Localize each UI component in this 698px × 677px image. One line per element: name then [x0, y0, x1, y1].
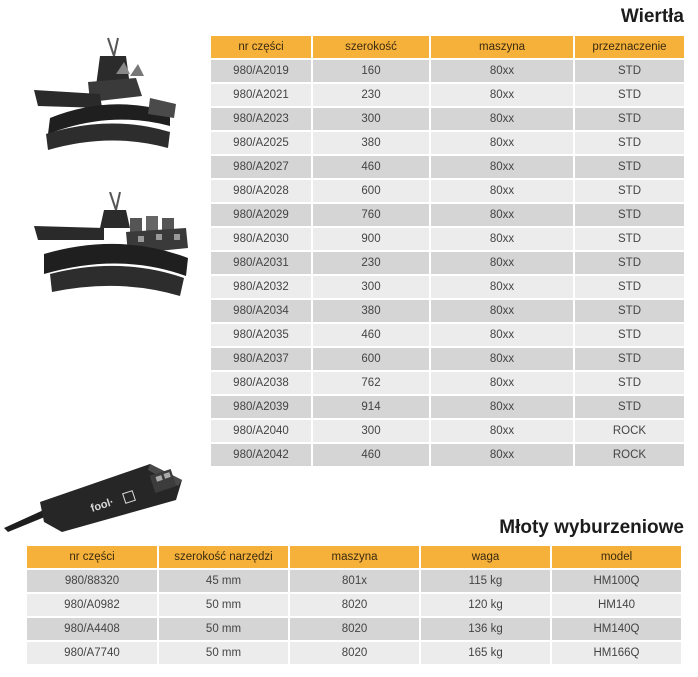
table-cell: 80xx: [430, 59, 574, 83]
table-cell: 900: [312, 227, 430, 251]
table-cell: STD: [574, 203, 684, 227]
column-header-width: szerokość: [312, 36, 430, 59]
table-cell: 80xx: [430, 395, 574, 419]
table-cell: HM100Q: [551, 569, 681, 593]
table-row: [27, 641, 681, 664]
column-header-machine: maszyna: [430, 36, 574, 59]
table-row: [211, 107, 684, 131]
table-cell: STD: [574, 251, 684, 275]
breaker-hammer-image: [0, 456, 190, 536]
table-cell: STD: [574, 107, 684, 131]
table-cell: 460: [312, 155, 430, 179]
table-cell: STD: [574, 155, 684, 179]
table-cell: 300: [312, 419, 430, 443]
auger-drill-image-small: [30, 34, 180, 159]
table-cell: 80xx: [430, 83, 574, 107]
table-cell: HM140: [551, 593, 681, 617]
table-cell: 980/A2040: [211, 419, 312, 443]
table-cell: STD: [574, 323, 684, 347]
table-cell: 80xx: [430, 299, 574, 323]
table-cell: 980/A2034: [211, 299, 312, 323]
column-header-purpose: przeznaczenie: [574, 36, 684, 59]
table-cell: 80xx: [430, 155, 574, 179]
table-cell: 980/A2038: [211, 371, 312, 395]
table-cell: 980/A2042: [211, 443, 312, 466]
table-cell: 80xx: [430, 347, 574, 371]
table-cell: 980/A2035: [211, 323, 312, 347]
table-cell: 300: [312, 275, 430, 299]
svg-text:fool·: fool·: [89, 496, 116, 515]
table-cell: 45 mm: [158, 569, 289, 593]
table-cell: STD: [574, 275, 684, 299]
table-cell: 980/A2019: [211, 59, 312, 83]
column-header-weight: waga: [420, 546, 551, 569]
table-cell: STD: [574, 179, 684, 203]
drills-table: [211, 36, 684, 466]
table-cell: 80xx: [430, 275, 574, 299]
table-row: [211, 443, 684, 466]
table-cell: 460: [312, 323, 430, 347]
table-cell: STD: [574, 299, 684, 323]
table-cell: 8020: [289, 641, 420, 664]
table-row: [211, 395, 684, 419]
table-cell: 80xx: [430, 443, 574, 466]
table-cell: 80xx: [430, 107, 574, 131]
table-cell: 980/A2032: [211, 275, 312, 299]
table-row: [211, 251, 684, 275]
table-row: [211, 83, 684, 107]
table-cell: 300: [312, 107, 430, 131]
table-cell: 80xx: [430, 203, 574, 227]
table-cell: 914: [312, 395, 430, 419]
table-cell: 980/A2021: [211, 83, 312, 107]
table-header-row: [27, 546, 681, 569]
table-row: [211, 371, 684, 395]
table-cell: 50 mm: [158, 641, 289, 664]
table-cell: 80xx: [430, 179, 574, 203]
table-cell: STD: [574, 83, 684, 107]
table-cell: 980/A2027: [211, 155, 312, 179]
column-header-part-number: nr części: [27, 546, 158, 569]
table-cell: 762: [312, 371, 430, 395]
table-cell: 165 kg: [420, 641, 551, 664]
table-cell: 980/A4408: [27, 617, 158, 641]
table-cell: 50 mm: [158, 593, 289, 617]
table-row: [211, 203, 684, 227]
table-header-row: [211, 36, 684, 59]
table-cell: 980/A2039: [211, 395, 312, 419]
table-cell: 980/88320: [27, 569, 158, 593]
table-cell: STD: [574, 347, 684, 371]
table-cell: 160: [312, 59, 430, 83]
table-row: [27, 593, 681, 617]
table-cell: 760: [312, 203, 430, 227]
table-cell: 380: [312, 299, 430, 323]
table-cell: 980/A2037: [211, 347, 312, 371]
table-row: [211, 227, 684, 251]
table-cell: 50 mm: [158, 617, 289, 641]
table-cell: 80xx: [430, 371, 574, 395]
table-row: [211, 155, 684, 179]
table-cell: STD: [574, 395, 684, 419]
column-header-part-number: nr części: [211, 36, 312, 59]
table-cell: 8020: [289, 617, 420, 641]
table-cell: 80xx: [430, 323, 574, 347]
table-cell: 980/A2025: [211, 131, 312, 155]
table-row: [211, 59, 684, 83]
table-cell: 801x: [289, 569, 420, 593]
table-row: [27, 617, 681, 641]
table-cell: 980/A7740: [27, 641, 158, 664]
table-cell: 980/A2029: [211, 203, 312, 227]
table-cell: 600: [312, 179, 430, 203]
table-cell: 980/A2023: [211, 107, 312, 131]
table-cell: 115 kg: [420, 569, 551, 593]
table-cell: STD: [574, 371, 684, 395]
table-cell: ROCK: [574, 443, 684, 466]
column-header-model: model: [551, 546, 681, 569]
table-row: [211, 323, 684, 347]
table-cell: 980/A2030: [211, 227, 312, 251]
auger-drill-image-large: [30, 192, 190, 302]
table-cell: 80xx: [430, 131, 574, 155]
table-cell: 460: [312, 443, 430, 466]
table-cell: 136 kg: [420, 617, 551, 641]
table-cell: HM140Q: [551, 617, 681, 641]
table-cell: 80xx: [430, 419, 574, 443]
table-cell: 380: [312, 131, 430, 155]
table-row: [211, 347, 684, 371]
table-cell: STD: [574, 131, 684, 155]
breakers-table: [27, 546, 681, 664]
table-cell: 80xx: [430, 251, 574, 275]
table-cell: 120 kg: [420, 593, 551, 617]
table-row: [211, 275, 684, 299]
table-row: [211, 419, 684, 443]
table-cell: STD: [574, 227, 684, 251]
table-cell: 980/A2031: [211, 251, 312, 275]
column-header-machine: maszyna: [289, 546, 420, 569]
table-cell: STD: [574, 59, 684, 83]
breakers-section-title: Młoty wyburzeniowe: [499, 517, 684, 538]
drills-section-title: Wiertła: [620, 6, 684, 27]
table-cell: 8020: [289, 593, 420, 617]
table-cell: 980/A2028: [211, 179, 312, 203]
table-row: [211, 179, 684, 203]
table-cell: 230: [312, 251, 430, 275]
table-row: [27, 569, 681, 593]
table-cell: 600: [312, 347, 430, 371]
table-cell: ROCK: [574, 419, 684, 443]
table-row: [211, 299, 684, 323]
column-header-tool-width: szerokość narzędzi: [158, 546, 289, 569]
table-row: [211, 131, 684, 155]
table-cell: 230: [312, 83, 430, 107]
table-cell: HM166Q: [551, 641, 681, 664]
table-cell: 980/A0982: [27, 593, 158, 617]
table-cell: 80xx: [430, 227, 574, 251]
